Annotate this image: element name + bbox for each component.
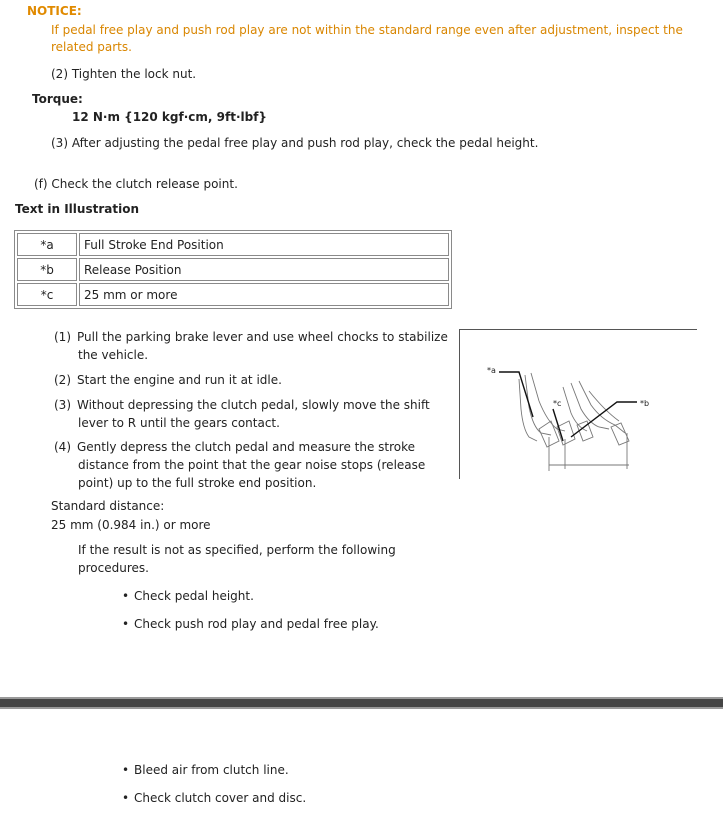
torque-label: Torque:: [32, 92, 83, 106]
legend-text: Release Position: [79, 258, 449, 281]
bullet-text: Check push rod play and pedal free play.: [134, 617, 379, 631]
bullet-text: Check clutch cover and disc.: [134, 791, 307, 805]
bullet-text: Check pedal height.: [134, 589, 254, 603]
table-row: [17, 258, 449, 281]
step-text-cont: lever to R until the gears contact.: [78, 416, 280, 430]
clutch-pedal-illustration: [459, 329, 697, 479]
step-text-cont: distance from the point that the gear noise stops (release: [78, 458, 426, 472]
bullet-icon: •: [122, 589, 130, 603]
bullet-icon: •: [122, 763, 130, 777]
procedure-step-4: [54, 438, 425, 492]
not-specified-line2: procedures.: [78, 561, 149, 575]
page-divider-bottom: [0, 707, 723, 709]
list-item: [122, 763, 289, 777]
step-number: (2): [54, 373, 71, 387]
bullet-icon: •: [122, 791, 130, 805]
legend-code: *b: [17, 258, 77, 281]
step-check-release-point: (f) Check the clutch release point.: [34, 177, 238, 191]
step-text-cont: the vehicle.: [78, 348, 149, 362]
notice-title: NOTICE:: [27, 4, 82, 18]
label-c: *c: [553, 399, 562, 408]
step-tighten-lock-nut: (2) Tighten the lock nut.: [51, 67, 197, 81]
illustration-heading: Text in Illustration: [15, 202, 139, 216]
legend-code: *c: [17, 283, 77, 306]
illustration-legend-table: [14, 230, 452, 309]
not-specified-line1: If the result is not as specified, perform the following: [78, 543, 396, 557]
list-item: [122, 791, 306, 805]
bullet-icon: •: [122, 617, 130, 631]
torque-value: 12 N·m {120 kgf·cm, 9ft·lbf}: [72, 110, 267, 124]
legend-text: 25 mm or more: [79, 283, 449, 306]
procedure-step-3: [54, 396, 430, 432]
step-number: (4): [54, 440, 71, 454]
procedure-step-2: [54, 371, 282, 389]
step-text: Pull the parking brake lever and use wheel chocks to stabilize: [77, 330, 448, 344]
step-text: Start the engine and run it at idle.: [77, 373, 282, 387]
step-number: (1): [54, 330, 71, 344]
clutch-pedal-diagram-svg: [459, 329, 697, 479]
step-text-cont: point) up to the full stroke end position.: [78, 476, 317, 490]
notice-text: If pedal free play and push rod play are not within the standard range even after adjustment, inspect the related parts.: [51, 23, 683, 54]
standard-distance-label: Standard distance:: [51, 499, 165, 513]
list-item: [122, 617, 379, 631]
legend-text: Full Stroke End Position: [79, 233, 449, 256]
legend-code: *a: [17, 233, 77, 256]
list-item: [122, 589, 254, 603]
standard-distance-value: 25 mm (0.984 in.) or more: [51, 518, 211, 532]
label-a: *a: [487, 366, 496, 375]
step-number: (3): [54, 398, 71, 412]
procedure-step-1: [54, 328, 448, 364]
page-divider-bar: [0, 699, 723, 707]
label-b: *b: [640, 399, 650, 408]
step-check-pedal-height: (3) After adjusting the pedal free play and push rod play, check the pedal height.: [51, 136, 539, 150]
table-row: [17, 233, 449, 256]
bullet-text: Bleed air from clutch line.: [134, 763, 289, 777]
step-text: Without depressing the clutch pedal, slowly move the shift: [77, 398, 430, 412]
step-text: Gently depress the clutch pedal and measure the stroke: [77, 440, 416, 454]
table-row: [17, 283, 449, 306]
